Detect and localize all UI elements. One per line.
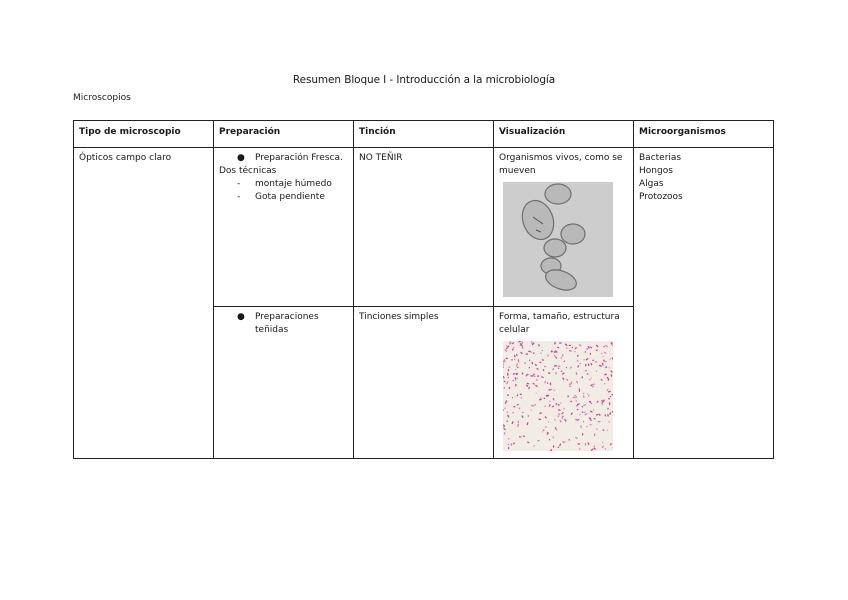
list-item: Algas	[639, 179, 664, 189]
cell-visualizacion	[494, 307, 634, 459]
visualizacion-text: Organismos vivos, como se mueven	[499, 153, 623, 176]
list-item-text: Preparación Fresca.	[255, 153, 343, 163]
list-item-text: Preparaciones teñidas	[255, 312, 319, 335]
table-row	[74, 148, 774, 307]
stained-bacteria-image	[503, 341, 613, 451]
cell-preparacion	[214, 148, 354, 307]
cell-visualizacion	[494, 148, 634, 307]
cell-preparacion	[214, 307, 354, 459]
bullet-icon: ●	[237, 153, 245, 163]
page-title: Resumen Bloque I - Introducción a la microbiología	[292, 74, 556, 86]
paragraph: Dos técnicas	[219, 166, 277, 176]
list-item	[219, 191, 348, 204]
yeast-cells-image	[503, 182, 613, 297]
cell-microorganismos	[634, 148, 774, 459]
list-item: Protozoos	[639, 192, 683, 202]
list-item	[219, 178, 348, 191]
microscope-table	[73, 120, 774, 459]
header-cell: Tipo de microscopio	[74, 121, 214, 148]
list-item-text: montaje húmedo	[255, 179, 332, 189]
dash-icon: -	[237, 179, 241, 189]
list-item: Bacterias	[639, 153, 682, 163]
list-item: Hongos	[639, 166, 673, 176]
bullet-icon: ●	[237, 312, 245, 322]
table-header-row	[74, 121, 774, 148]
header-cell: Tinción	[354, 121, 494, 148]
header-cell: Microorganismos	[634, 121, 774, 148]
cell-tincion: Tinciones simples	[354, 307, 494, 459]
list-item	[219, 152, 348, 165]
cell-tincion: NO TEÑIR	[354, 148, 494, 307]
header-cell: Visualización	[494, 121, 634, 148]
visualizacion-text: Forma, tamaño, estructura celular	[499, 312, 620, 335]
cell-tipo: Ópticos campo claro	[74, 148, 214, 459]
list-item-text: Gota pendiente	[255, 192, 325, 202]
header-cell: Preparación	[214, 121, 354, 148]
list-item	[219, 311, 348, 337]
dash-icon: -	[237, 192, 241, 202]
section-subtitle: Microscopios	[73, 93, 131, 103]
